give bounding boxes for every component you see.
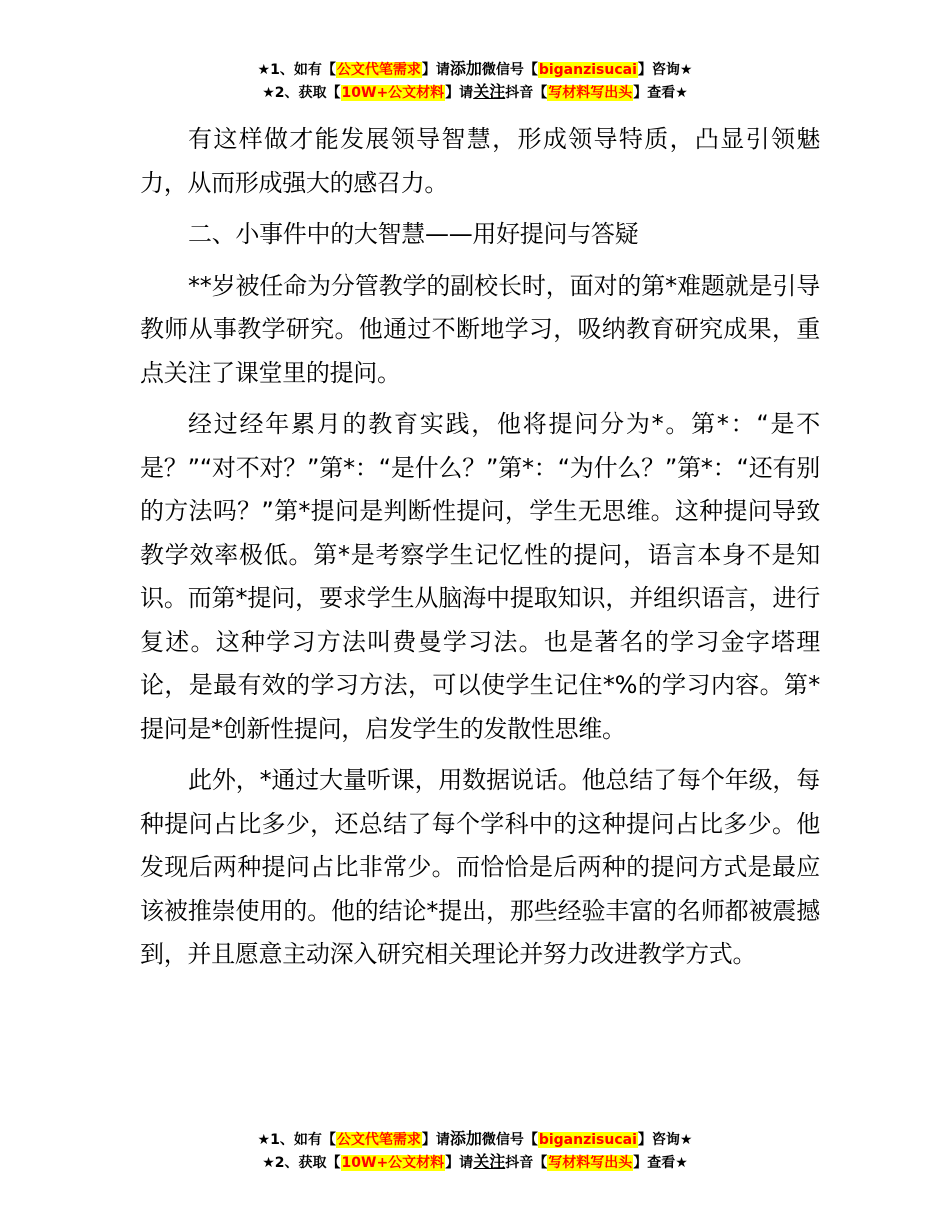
banner-douyin-id: 写材料写出头 xyxy=(548,1155,633,1171)
banner-line-1 xyxy=(0,58,950,81)
section-heading: 二、小事件中的大智慧——用好提问与答疑 xyxy=(188,220,639,248)
paragraph: 经过经年累月的教育实践，他将提问分为*。第*：“是不是？”“对不对？”第*：“是什么？”第*：“为什么？”第*：“还有别的方法吗？”第*提问是判断性提问，学生无思维。这种提问导致教学效率极低。第*是考察学生记忆性的提问，语言本身不是知识。而第*提问，要求学生从脑海中提取知识，并组织语言，进行复述。这种学习方法叫费曼学习法。也是著名的学习金字塔理论，是最有效的学习方法，可以使学生记住*%的学习内容。第*提问是*创新性提问，启发学生的发散性思维。 xyxy=(140,410,820,743)
banner-line-1 xyxy=(0,1128,950,1151)
banner-text: 】请 xyxy=(421,1132,450,1148)
banner-wechat-id: biganzisucai xyxy=(538,62,637,78)
banner-text: ★2、获取【 xyxy=(262,1155,341,1171)
banner-emphasis: 关注 xyxy=(473,1152,506,1171)
banner-text: 】查看★ xyxy=(633,1155,688,1171)
banner-text: 】请 xyxy=(445,85,474,101)
banner-emphasis: 添加 xyxy=(449,1129,482,1148)
banner-text: ★1、如有【 xyxy=(257,62,336,78)
banner-douyin-id: 写材料写出头 xyxy=(548,85,633,101)
banner-highlight: 公文代笔需求 xyxy=(336,1132,421,1148)
footer-banner xyxy=(0,1128,950,1174)
banner-text: 抖音【 xyxy=(505,85,548,101)
paragraph: 此外，*通过大量听课，用数据说话。他总结了每个年级，每种提问占比多少，还总结了每个学科中的这种提问占比多少。他发现后两种提问占比非常少。而恰恰是后两种的提问方式是最应该被推崇使用的。他的结论*提出，那些经验丰富的名师都被震撼到，并且愿意主动深入研究相关理论并努力改进教学方式。 xyxy=(140,766,820,968)
banner-highlight: 10W+公文材料 xyxy=(341,1155,445,1171)
paragraph: 有这样做才能发展领导智慧，形成领导特质，凸显引领魅力，从而形成强大的感召力。 xyxy=(140,125,820,197)
banner-text: 】请 xyxy=(421,62,450,78)
banner-emphasis: 关注 xyxy=(473,82,506,101)
banner-highlight: 10W+公文材料 xyxy=(341,85,445,101)
paragraph: **岁被任命为分管教学的副校长时，面对的第*难题就是引导教师从事教学研究。他通过不断地学习，吸纳教育研究成果，重点关注了课堂里的提问。 xyxy=(140,271,820,387)
banner-text: 微信号【 xyxy=(481,1132,538,1148)
banner-text: 】咨询★ xyxy=(637,62,693,78)
banner-text: 】咨询★ xyxy=(637,1132,693,1148)
banner-text: 抖音【 xyxy=(505,1155,548,1171)
document-body xyxy=(140,118,820,985)
banner-text: 】查看★ xyxy=(633,85,688,101)
banner-text: ★2、获取【 xyxy=(262,85,341,101)
banner-text: 微信号【 xyxy=(481,62,538,78)
banner-line-2 xyxy=(0,81,950,104)
banner-highlight: 公文代笔需求 xyxy=(336,62,421,78)
banner-text: ★1、如有【 xyxy=(257,1132,336,1148)
banner-line-2 xyxy=(0,1151,950,1174)
banner-wechat-id: biganzisucai xyxy=(538,1132,637,1148)
header-banner xyxy=(0,58,950,104)
banner-emphasis: 添加 xyxy=(449,59,482,78)
banner-text: 】请 xyxy=(445,1155,474,1171)
